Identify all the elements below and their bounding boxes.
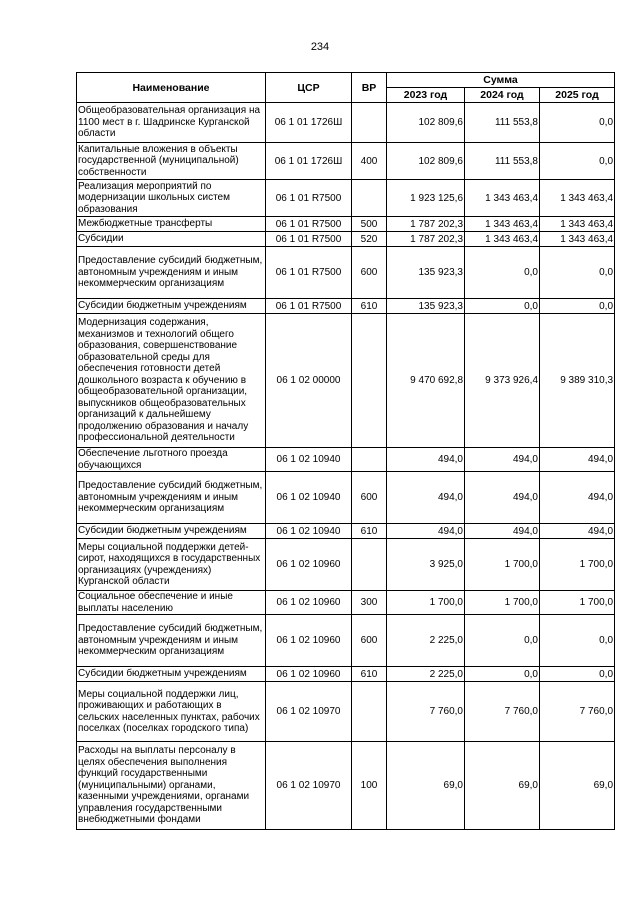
row-sum-2025: 0,0 bbox=[540, 247, 615, 299]
table-row bbox=[77, 591, 615, 615]
header-csr: ЦСР bbox=[266, 73, 352, 103]
row-csr: 06 1 01 R7500 bbox=[266, 299, 352, 314]
row-vr: 300 bbox=[352, 591, 387, 615]
row-sum-2025: 1 343 463,4 bbox=[540, 217, 615, 232]
row-sum-2023: 9 470 692,8 bbox=[387, 314, 465, 448]
row-name: Предоставление субсидий бюджетным, автономным учреждениям и иным некоммерческим организациям bbox=[77, 615, 266, 667]
row-vr: 600 bbox=[352, 615, 387, 667]
row-sum-2024: 1 343 463,4 bbox=[465, 217, 540, 232]
row-sum-2024: 9 373 926,4 bbox=[465, 314, 540, 448]
row-sum-2023: 135 923,3 bbox=[387, 247, 465, 299]
row-vr bbox=[352, 539, 387, 591]
table-row bbox=[77, 539, 615, 591]
table-row bbox=[77, 448, 615, 472]
row-sum-2023: 494,0 bbox=[387, 448, 465, 472]
row-sum-2024: 1 343 463,4 bbox=[465, 180, 540, 217]
table-row bbox=[77, 314, 615, 448]
row-vr: 500 bbox=[352, 217, 387, 232]
row-name: Общеобразовательная организация на 1100 мест в г. Шадринске Курганской области bbox=[77, 103, 266, 143]
row-vr: 610 bbox=[352, 299, 387, 314]
row-sum-2024: 494,0 bbox=[465, 448, 540, 472]
row-vr: 520 bbox=[352, 232, 387, 247]
row-sum-2024: 0,0 bbox=[465, 667, 540, 682]
row-csr: 06 1 01 1726Ш bbox=[266, 143, 352, 180]
row-sum-2023: 135 923,3 bbox=[387, 299, 465, 314]
row-sum-2025: 0,0 bbox=[540, 103, 615, 143]
row-sum-2025: 9 389 310,3 bbox=[540, 314, 615, 448]
row-vr: 600 bbox=[352, 472, 387, 524]
row-sum-2024: 0,0 bbox=[465, 247, 540, 299]
row-csr: 06 1 01 R7500 bbox=[266, 180, 352, 217]
table-row bbox=[77, 217, 615, 232]
row-csr: 06 1 02 10960 bbox=[266, 667, 352, 682]
row-csr: 06 1 02 10940 bbox=[266, 472, 352, 524]
row-sum-2025: 69,0 bbox=[540, 742, 615, 830]
row-sum-2025: 1 700,0 bbox=[540, 591, 615, 615]
table-row bbox=[77, 180, 615, 217]
row-sum-2023: 1 787 202,3 bbox=[387, 217, 465, 232]
row-vr: 100 bbox=[352, 742, 387, 830]
row-name: Меры социальной поддержки лиц, проживающих и работающих в сельских населенных пунктах, рабочих поселках (поселках городского типа) bbox=[77, 682, 266, 742]
row-vr bbox=[352, 448, 387, 472]
row-sum-2025: 0,0 bbox=[540, 615, 615, 667]
row-name: Межбюджетные трансферты bbox=[77, 217, 266, 232]
row-name: Субсидии бюджетным учреждениям bbox=[77, 524, 266, 539]
row-vr: 610 bbox=[352, 524, 387, 539]
header-vr: ВР bbox=[352, 73, 387, 103]
row-sum-2025: 1 343 463,4 bbox=[540, 232, 615, 247]
row-sum-2024: 0,0 bbox=[465, 299, 540, 314]
row-sum-2024: 1 700,0 bbox=[465, 591, 540, 615]
row-csr: 06 1 01 R7500 bbox=[266, 232, 352, 247]
row-csr: 06 1 02 10940 bbox=[266, 524, 352, 539]
table-header bbox=[77, 73, 615, 103]
page-number: 234 bbox=[310, 41, 330, 53]
row-sum-2024: 7 760,0 bbox=[465, 682, 540, 742]
table-body bbox=[77, 103, 615, 830]
row-sum-2025: 0,0 bbox=[540, 299, 615, 314]
table-row bbox=[77, 472, 615, 524]
row-sum-2025: 1 343 463,4 bbox=[540, 180, 615, 217]
row-vr bbox=[352, 314, 387, 448]
row-sum-2023: 2 225,0 bbox=[387, 667, 465, 682]
row-vr bbox=[352, 180, 387, 217]
row-sum-2024: 0,0 bbox=[465, 615, 540, 667]
row-name: Расходы на выплаты персоналу в целях обеспечения выполнения функций государственными (муниципальными) органами, казенными учреждениями, органами управления государственными внебюджетными фондами bbox=[77, 742, 266, 830]
row-sum-2024: 69,0 bbox=[465, 742, 540, 830]
row-sum-2023: 7 760,0 bbox=[387, 682, 465, 742]
header-name: Наименование bbox=[77, 73, 266, 103]
row-csr: 06 1 02 10960 bbox=[266, 615, 352, 667]
row-sum-2023: 1 700,0 bbox=[387, 591, 465, 615]
row-sum-2023: 102 809,6 bbox=[387, 143, 465, 180]
row-sum-2025: 0,0 bbox=[540, 667, 615, 682]
table-row bbox=[77, 524, 615, 539]
row-name: Предоставление субсидий бюджетным, автономным учреждениям и иным некоммерческим организациям bbox=[77, 247, 266, 299]
row-name: Субсидии bbox=[77, 232, 266, 247]
row-vr bbox=[352, 103, 387, 143]
row-sum-2024: 111 553,8 bbox=[465, 143, 540, 180]
row-sum-2023: 69,0 bbox=[387, 742, 465, 830]
table-row bbox=[77, 143, 615, 180]
row-sum-2023: 494,0 bbox=[387, 472, 465, 524]
row-sum-2024: 494,0 bbox=[465, 524, 540, 539]
header-year-2025: 2025 год bbox=[540, 88, 615, 103]
row-name: Субсидии бюджетным учреждениям bbox=[77, 299, 266, 314]
row-vr: 400 bbox=[352, 143, 387, 180]
row-sum-2025: 494,0 bbox=[540, 448, 615, 472]
row-csr: 06 1 02 10960 bbox=[266, 591, 352, 615]
row-csr: 06 1 02 10970 bbox=[266, 682, 352, 742]
row-sum-2024: 1 700,0 bbox=[465, 539, 540, 591]
row-sum-2025: 494,0 bbox=[540, 472, 615, 524]
table-row bbox=[77, 247, 615, 299]
row-vr bbox=[352, 682, 387, 742]
row-name: Реализация мероприятий по модернизации школьных систем образования bbox=[77, 180, 266, 217]
header-year-2024: 2024 год bbox=[465, 88, 540, 103]
row-vr: 610 bbox=[352, 667, 387, 682]
row-name: Обеспечение льготного проезда обучающихся bbox=[77, 448, 266, 472]
row-sum-2024: 1 343 463,4 bbox=[465, 232, 540, 247]
row-name: Субсидии бюджетным учреждениям bbox=[77, 667, 266, 682]
row-csr: 06 1 01 R7500 bbox=[266, 217, 352, 232]
table-row bbox=[77, 682, 615, 742]
budget-table bbox=[76, 72, 615, 830]
row-csr: 06 1 01 R7500 bbox=[266, 247, 352, 299]
row-name: Модернизация содержания, механизмов и технологий общего образования, совершенствование образовательной среды для обеспечения готовности детей дошкольного возраста к обучению в общеобразовательной организации, выпускников общеобразовательных организаций к дальнейшему продолжению образования и началу профессиональной деятельности bbox=[77, 314, 266, 448]
row-csr: 06 1 02 10960 bbox=[266, 539, 352, 591]
row-sum-2025: 494,0 bbox=[540, 524, 615, 539]
header-sum: Сумма bbox=[387, 73, 615, 88]
header-year-2023: 2023 год bbox=[387, 88, 465, 103]
row-sum-2023: 494,0 bbox=[387, 524, 465, 539]
row-csr: 06 1 02 10970 bbox=[266, 742, 352, 830]
row-sum-2023: 1 787 202,3 bbox=[387, 232, 465, 247]
row-csr: 06 1 01 1726Ш bbox=[266, 103, 352, 143]
row-vr: 600 bbox=[352, 247, 387, 299]
row-sum-2023: 3 925,0 bbox=[387, 539, 465, 591]
row-name: Социальное обеспечение и иные выплаты населению bbox=[77, 591, 266, 615]
row-csr: 06 1 02 00000 bbox=[266, 314, 352, 448]
table-row bbox=[77, 232, 615, 247]
table-row bbox=[77, 742, 615, 830]
row-sum-2023: 1 923 125,6 bbox=[387, 180, 465, 217]
row-sum-2023: 2 225,0 bbox=[387, 615, 465, 667]
row-csr: 06 1 02 10940 bbox=[266, 448, 352, 472]
row-sum-2025: 7 760,0 bbox=[540, 682, 615, 742]
row-sum-2025: 1 700,0 bbox=[540, 539, 615, 591]
table-row bbox=[77, 103, 615, 143]
row-sum-2024: 111 553,8 bbox=[465, 103, 540, 143]
row-name: Меры социальной поддержки детей-сирот, находящихся в государственных организациях (учреждениях) Курганской области bbox=[77, 539, 266, 591]
row-sum-2024: 494,0 bbox=[465, 472, 540, 524]
row-sum-2023: 102 809,6 bbox=[387, 103, 465, 143]
row-sum-2025: 0,0 bbox=[540, 143, 615, 180]
row-name: Капитальные вложения в объекты государственной (муниципальной) собственности bbox=[77, 143, 266, 180]
table-row bbox=[77, 615, 615, 667]
row-name: Предоставление субсидий бюджетным, автономным учреждениям и иным некоммерческим организациям bbox=[77, 472, 266, 524]
table-row bbox=[77, 667, 615, 682]
table-row bbox=[77, 299, 615, 314]
